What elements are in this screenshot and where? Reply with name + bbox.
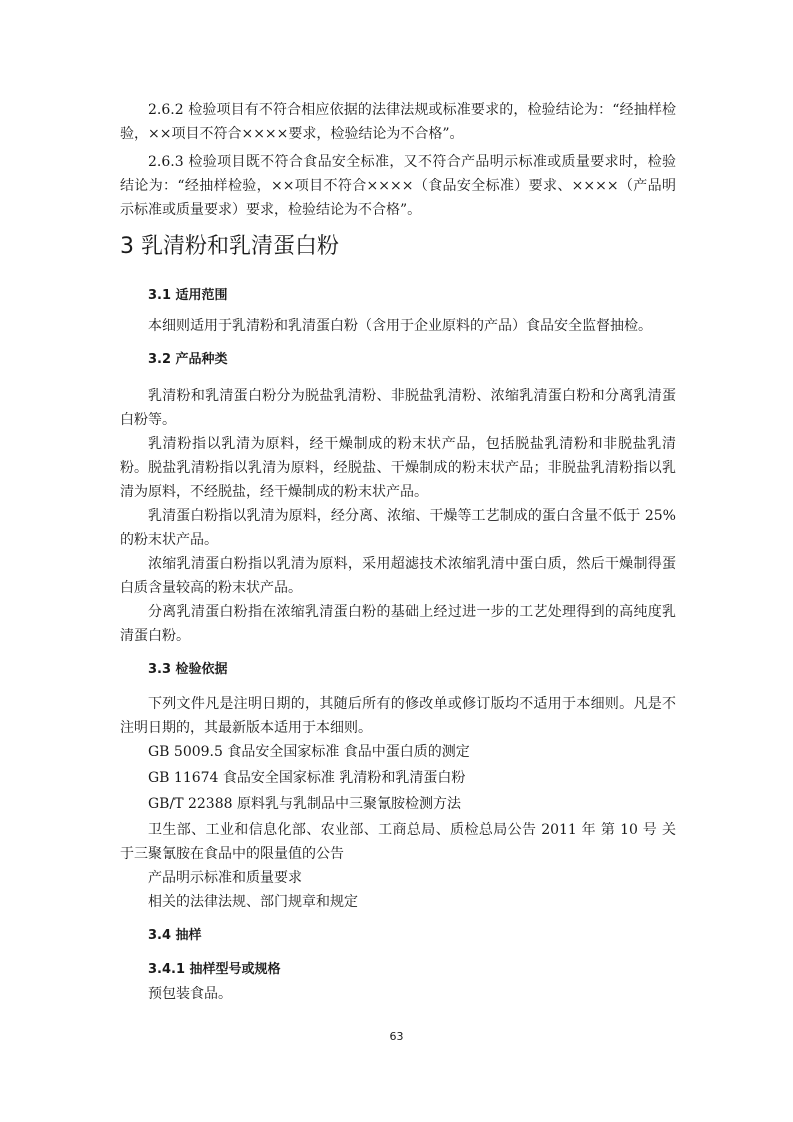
section-3-2-heading: 3.2 产品种类 [148,352,228,367]
clause-2-6-3: 2.6.3 检验项目既不符合食品安全标准，又不符合产品明示标准或质量要求时，检验结论为：“经抽样检验，××项目不符合××××（食品安全标准）要求、××××（产品明示标准或质量要求）要求，检验结论为不合格”。 [120,154,676,218]
section-3-2-para: 乳清蛋白粉指以乳清为原料，经分离、浓缩、干燥等工艺制成的蛋白含量不低于 25%的粉末状产品。 [120,508,676,548]
section-3-2-para: 乳清粉指以乳清为原料，经干燥制成的粉末状产品，包括脱盐乳清粉和非脱盐乳清粉。 [120,436,676,476]
section-3-4-1-body: 预包装食品。 [148,986,232,1002]
section-3-2-para: 脱盐乳清粉指以乳清为原料，经脱盐、干燥制成的粉末状产品；非脱盐乳清粉指以乳清为原料，不经脱盐，经干燥制成的粉末状产品。 [120,460,676,500]
section-3-1-heading: 3.1 适用范围 [148,288,228,303]
section-3-2-para: 分离乳清蛋白粉指在浓缩乳清蛋白粉的基础上经过进一步的工艺处理得到的高纯度乳清蛋白粉。 [120,604,676,644]
section-3-4-1-heading: 3.4.1 抽样型号或规格 [148,962,281,977]
page-number: 63 [389,1030,404,1043]
reference-announcement: 卫生部、工业和信息化部、农业部、工商总局、质检总局公告 2011 年 第 10 号 关于三聚氰胺在食品中的限量值的公告 [120,822,676,862]
section-3-heading: 3 乳清粉和乳清蛋白粉 [120,234,339,259]
section-3-4-heading: 3.4 抽样 [148,928,202,943]
section-3-2-para: 乳清粉和乳清蛋白粉分为脱盐乳清粉、非脱盐乳清粉、浓缩乳清蛋白粉和分离乳清蛋白粉等。 [120,388,676,428]
reference-item: 产品明示标准和质量要求 [148,870,302,886]
reference-item: GB/T 22388 原料乳与乳制品中三聚氰胺检测方法 [148,796,461,812]
section-3-3-heading: 3.3 检验依据 [148,662,228,677]
reference-item: GB 5009.5 食品安全国家标准 食品中蛋白质的测定 [148,744,470,760]
clause-2-6-2: 2.6.2 检验项目有不符合相应依据的法律法规或标准要求的，检验结论为：“经抽样检验，××项目不符合××××要求，检验结论为不合格”。 [120,102,676,142]
reference-item: 相关的法律法规、部门规章和规定 [148,894,358,910]
reference-item: GB 11674 食品安全国家标准 乳清粉和乳清蛋白粉 [148,770,466,786]
section-3-2-para: 浓缩乳清蛋白粉指以乳清为原料，采用超滤技术浓缩乳清中蛋白质，然后干燥制得蛋白质含量较高的粉末状产品。 [120,556,676,596]
section-3-1-body: 本细则适用于乳清粉和乳清蛋白粉（含用于企业原料的产品）食品安全监督抽检。 [148,318,652,334]
section-3-3-intro: 下列文件凡是注明日期的，其随后所有的修改单或修订版均不适用于本细则。凡是不注明日期的，其最新版本适用于本细则。 [120,696,676,736]
